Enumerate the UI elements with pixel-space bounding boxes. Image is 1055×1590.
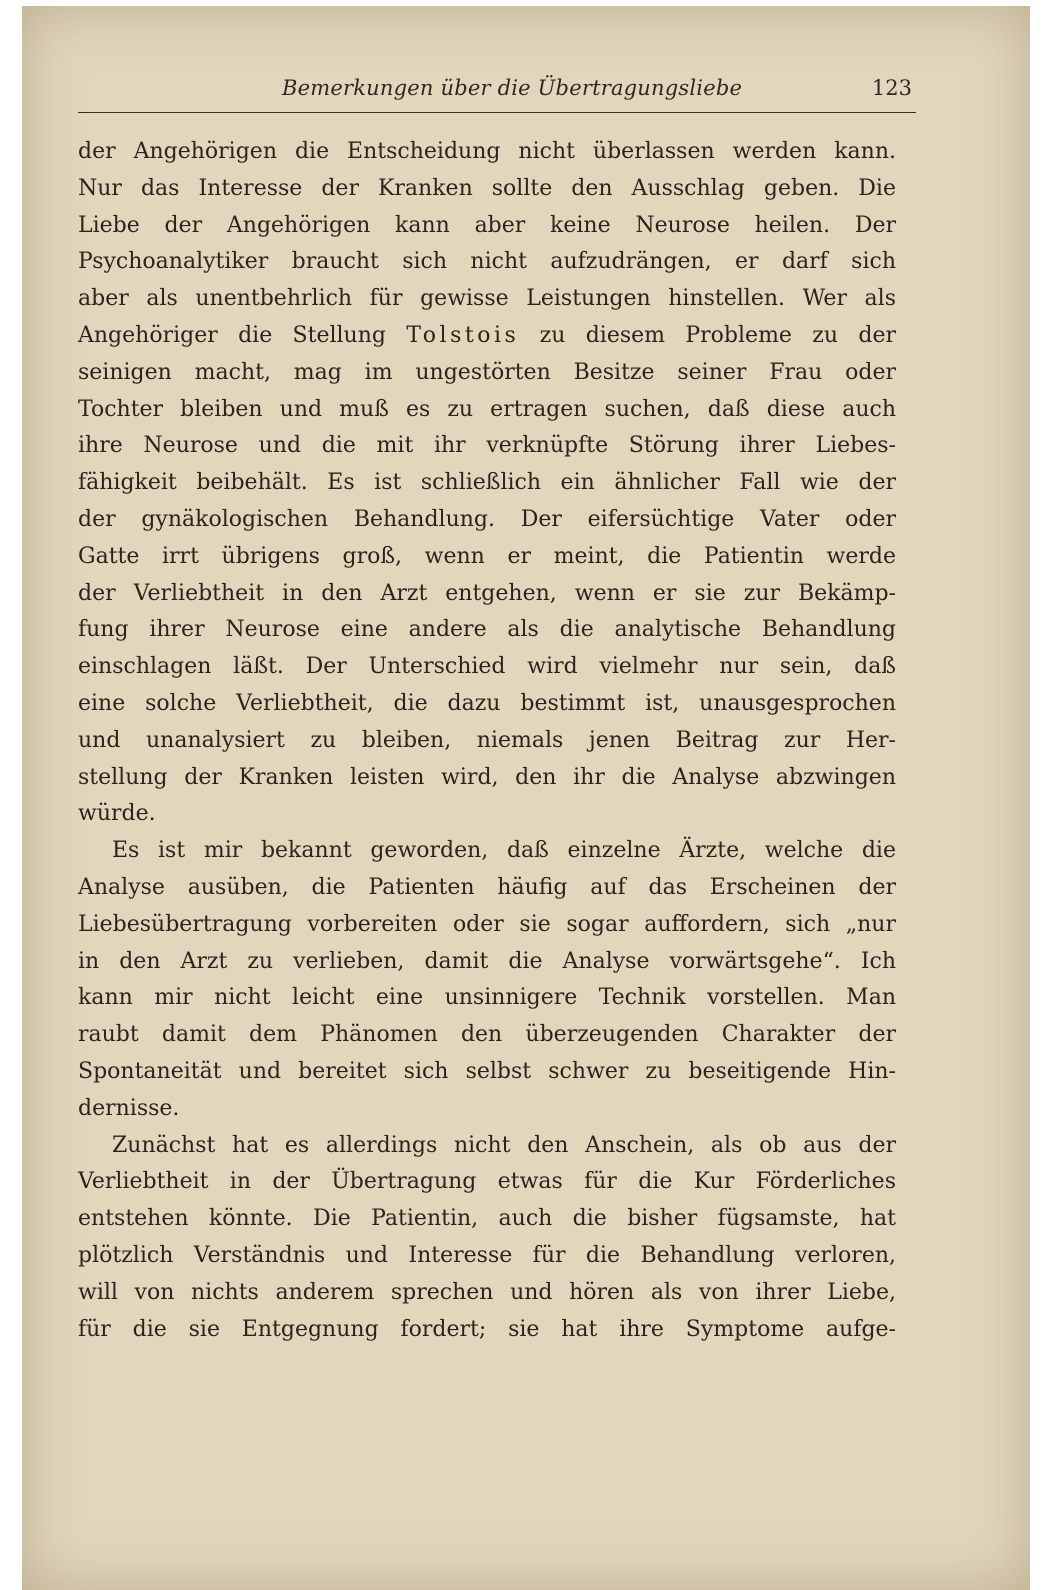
text-fragment: Angehöriger die Stellung [78, 322, 407, 348]
text-line: entstehen könnte. Die Patientin, auch die bisher fügsamste, hat [78, 1206, 896, 1232]
text-line: der Angehörigen die Entscheidung nicht überlassen werden kann. [78, 139, 896, 164]
text-line: dernisse. [78, 1095, 180, 1121]
text-line: stellung der Kranken leisten wird, den ihr die Analyse abzwingen [78, 764, 896, 790]
text-line: Tochter bleiben und muß es zu ertragen suchen, daß diese auch [78, 396, 896, 422]
text-line: Gatte irrt übrigens groß, wenn er meint, die Patientin werde [78, 543, 896, 569]
text-line: Analyse ausüben, die Patienten häufig auf das Erscheinen der [78, 874, 896, 900]
body-text [78, 134, 896, 1348]
text-line: eine solche Verliebtheit, die dazu bestimmt ist, unausgesprochen [78, 690, 896, 716]
text-line: Liebesübertragung vorbereiten oder sie sogar auffordern, sich „nur [78, 911, 896, 937]
text-line: in den Arzt zu verlieben, damit die Analyse vorwärtsgehe“. Ich [78, 948, 896, 974]
paragraph [78, 134, 896, 833]
text-line: für die sie Entgegnung fordert; sie hat ihre Symptome aufge- [78, 1316, 896, 1342]
text-line: Zunächst hat es allerdings nicht den Anschein, als ob aus der [112, 1132, 896, 1158]
text-line: Psychoanalytiker braucht sich nicht aufzudrängen, er darf sich [78, 249, 896, 275]
text-fragment: zu diesem Probleme zu der [519, 322, 896, 348]
text-line: der Verliebtheit in den Arzt entgehen, wenn er sie zur Bekämp- [78, 580, 896, 606]
text-line: fung ihrer Neurose eine andere als die analytische Behandlung [78, 617, 896, 643]
running-head: Bemerkungen über die Übertragungsliebe [282, 76, 743, 100]
text-line: würde. [78, 801, 156, 827]
text-line: Liebe der Angehörigen kann aber keine Neurose heilen. Der [78, 212, 896, 238]
text-line: einschlagen läßt. Der Unterschied wird vielmehr nur sein, daß [78, 654, 896, 680]
spaced-name-tolstoi: Tolstois [406, 322, 520, 348]
text-line: Es ist mir bekannt geworden, daß einzelne Ärzte, welche die [112, 838, 896, 864]
text-line: der gynäkologischen Behandlung. Der eifersüchtige Vater oder [78, 506, 896, 532]
paragraph [78, 833, 896, 1127]
book-page [22, 6, 1030, 1590]
text-line: aber als unentbehrlich für gewisse Leistungen hinstellen. Wer als [78, 286, 896, 312]
text-line: fähigkeit beibehält. Es ist schließlich ein ähnlicher Fall wie der [78, 470, 896, 496]
text-line: Verliebtheit in der Übertragung etwas für die Kur Förderliches [78, 1169, 896, 1195]
text-line: plötzlich Verständnis und Interesse für die Behandlung verloren, [78, 1242, 896, 1268]
text-line: Spontaneität und bereitet sich selbst schwer zu beseitigende Hin- [78, 1058, 896, 1084]
text-line: seinigen macht, mag im ungestörten Besitze seiner Frau oder [78, 359, 896, 385]
text-line: raubt damit dem Phänomen den überzeugenden Charakter der [78, 1022, 896, 1048]
text-line: will von nichts anderem sprechen und hören als von ihrer Liebe, [78, 1279, 896, 1305]
page-number: 123 [871, 76, 912, 100]
text-line: kann mir nicht leicht eine unsinnigere Technik vorstellen. Man [78, 985, 896, 1011]
text-line: ihre Neurose und die mit ihr verknüpfte Störung ihrer Liebes- [78, 433, 896, 459]
page-header [78, 76, 916, 113]
paragraph [78, 1128, 896, 1349]
text-line: und unanalysiert zu bleiben, niemals jenen Beitrag zur Her- [78, 727, 896, 753]
text-line: Nur das Interesse der Kranken sollte den Ausschlag geben. Die [78, 175, 896, 201]
text-line [78, 318, 896, 355]
